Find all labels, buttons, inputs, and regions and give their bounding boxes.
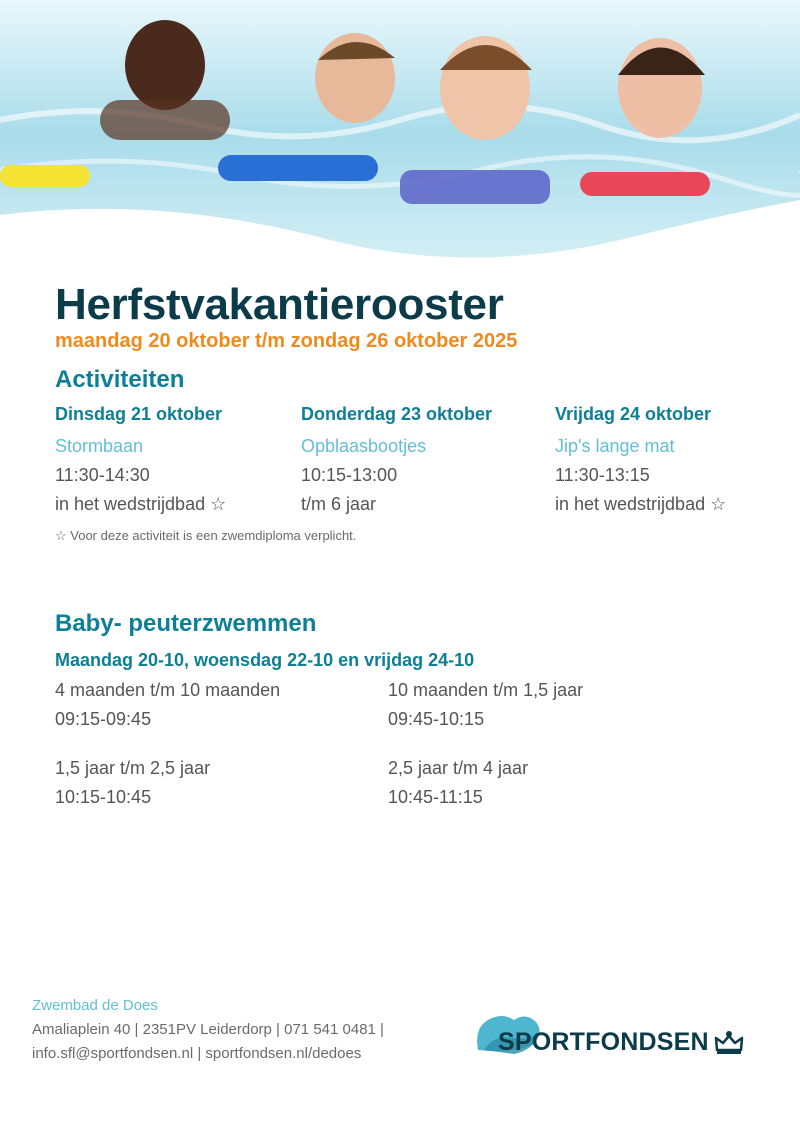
activity-detail: t/m 6 jaar xyxy=(301,494,377,514)
activity-column xyxy=(55,404,226,522)
activity-column xyxy=(301,404,492,522)
logo-wordmark: SPORTFONDSEN xyxy=(498,1028,709,1056)
activity-day: Donderdag 23 oktober xyxy=(301,404,493,424)
hero-photo xyxy=(0,0,800,270)
page-title: Herfstvakantierooster xyxy=(55,280,504,329)
activity-detail: in het wedstrijdbad ☆ xyxy=(555,494,727,514)
contact-line: info.sfl@sportfondsen.nl | sportfondsen.nl/dedoes xyxy=(32,1045,362,1062)
red-kickboard xyxy=(580,172,710,196)
slot-age: 4 maanden t/m 10 maanden xyxy=(55,680,281,700)
activity-day: Vrijdag 24 oktober xyxy=(555,404,712,424)
venue-name: Zwembad de Does xyxy=(32,997,158,1014)
slot-time: 10:15-10:45 xyxy=(55,787,152,807)
activity-time: 10:15-13:00 xyxy=(301,465,398,485)
activity-column xyxy=(555,404,726,522)
baby-slot xyxy=(55,680,280,738)
crown-icon xyxy=(714,1030,744,1056)
activities-heading: Activiteiten xyxy=(55,366,185,393)
activity-name: Stormbaan xyxy=(55,436,144,456)
slot-time: 09:45-10:15 xyxy=(388,709,485,729)
baby-slot xyxy=(388,758,528,816)
address-line: Amaliaplein 40 | 2351PV Leiderdorp | 071 541 0481 | xyxy=(32,1021,384,1038)
slot-age: 10 maanden t/m 1,5 jaar xyxy=(388,680,584,700)
child-2 xyxy=(315,33,395,123)
blue-kickboard xyxy=(218,155,378,181)
slot-age: 1,5 jaar t/m 2,5 jaar xyxy=(55,758,211,778)
slot-time: 10:45-11:15 xyxy=(388,787,483,807)
baby-swimming-heading: Baby- peuterzwemmen xyxy=(55,610,317,637)
activity-time: 11:30-14:30 xyxy=(55,465,150,485)
activity-time: 11:30-13:15 xyxy=(555,465,650,485)
purple-kickboard xyxy=(400,170,550,204)
pool-photo-illustration xyxy=(0,0,800,270)
activity-detail: in het wedstrijdbad ☆ xyxy=(55,494,227,514)
baby-slot xyxy=(55,758,210,816)
date-range-subtitle: maandag 20 oktober t/m zondag 26 oktober 2025 xyxy=(55,330,518,352)
activity-name: Opblaasbootjes xyxy=(301,436,427,456)
yellow-kickboard xyxy=(0,165,90,187)
baby-swimming-days: Maandag 20-10, woensdag 22-10 en vrijdag 24-10 xyxy=(55,650,475,670)
sportfondsen-logo xyxy=(474,1010,749,1060)
activity-day: Dinsdag 21 oktober xyxy=(55,404,223,424)
footer-contact xyxy=(32,997,384,1069)
diploma-note: ☆ Voor deze activiteit is een zwemdiploma verplicht. xyxy=(55,528,357,543)
activity-name: Jip's lange mat xyxy=(555,436,675,456)
slot-time: 09:15-09:45 xyxy=(55,709,152,729)
baby-slot xyxy=(388,680,583,738)
slot-age: 2,5 jaar t/m 4 jaar xyxy=(388,758,529,778)
